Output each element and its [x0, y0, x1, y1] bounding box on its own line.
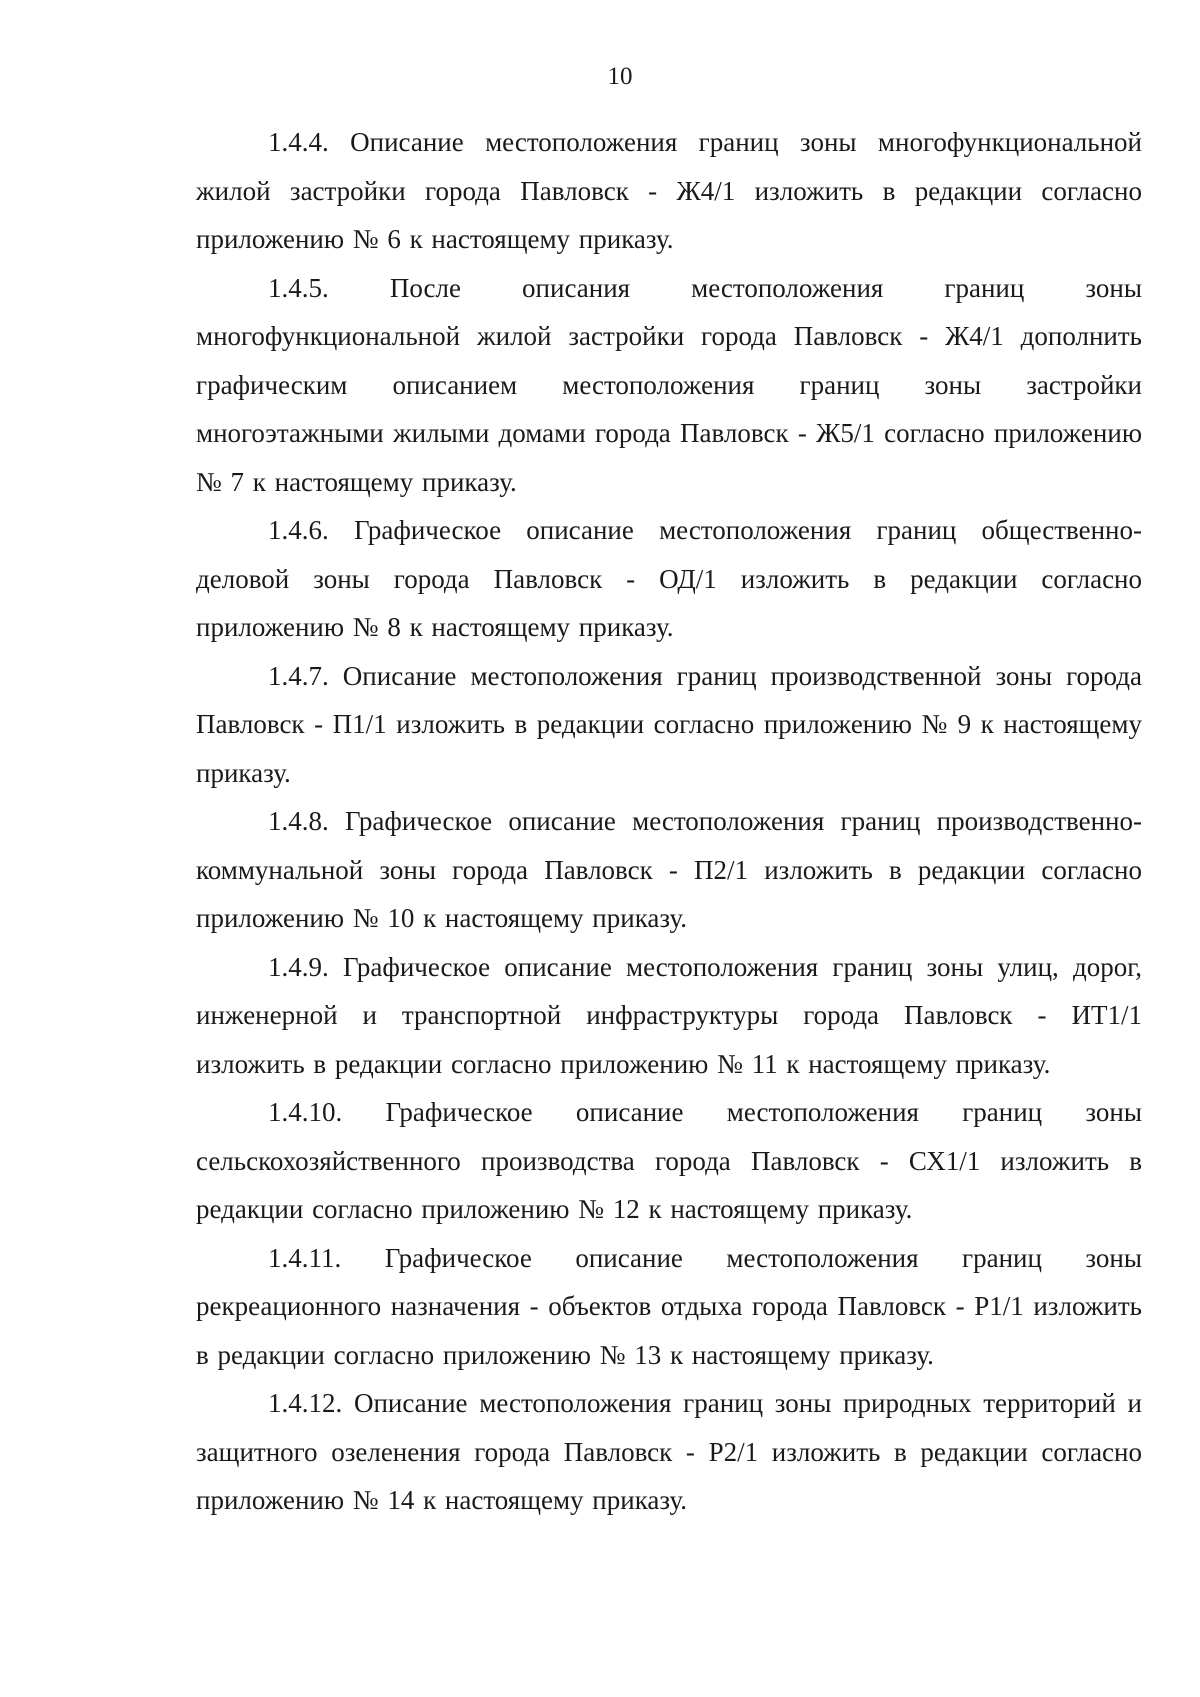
paragraph-1-4-8: 1.4.8. Графическое описание местоположения границ производственно-коммунальной зоны города Павловск - П2/1 изложить в редакции согласно приложению № 10 к настоящему приказу.: [196, 806, 1142, 933]
paragraph-1-4-7: 1.4.7. Описание местоположения границ производственной зоны города Павловск - П1/1 изложить в редакции согласно приложению № 9 к настоящему приказу.: [196, 660, 1142, 788]
paragraph-1-4-12: 1.4.12. Описание местоположения границ зоны природных территорий и защитного озеленения города Павловск - Р2/1 изложить в редакции согласно приложению № 14 к настоящему приказу.: [196, 1388, 1142, 1515]
paragraph-1-4-9: 1.4.9. Графическое описание местоположения границ зоны улиц, дорог, инженерной и транспортной инфраструктуры города Павловск - ИТ1/1 изложить в редакции согласно приложению № 11 к настоящему приказу.: [196, 951, 1142, 1079]
paragraph-1-4-5: 1.4.5. После описания местоположения границ зоны многофункциональной жилой застройки города Павловск - Ж4/1 дополнить графическим описанием местоположения границ зоны застройки многоэтажными жилыми домами города Павловск - Ж5/1 согласно приложению № 7 к настоящему приказу.: [196, 272, 1142, 497]
paragraph-1-4-11: 1.4.11. Графическое описание местоположения границ зоны рекреационного назначения - объектов отдыха города Павловск - Р1/1 изложить в редакции согласно приложению № 13 к настоящему приказу.: [196, 1242, 1142, 1370]
page-number: 10: [607, 63, 633, 90]
paragraph-1-4-4: 1.4.4. Описание местоположения границ зоны многофункциональной жилой застройки города Павловск - Ж4/1 изложить в редакции согласно приложению № 6 к настоящему приказу.: [196, 127, 1142, 254]
paragraph-1-4-10: 1.4.10. Графическое описание местоположения границ зоны сельскохозяйственного производства города Павловск - СХ1/1 изложить в редакции согласно приложению № 12 к настоящему приказу.: [196, 1097, 1142, 1224]
document-body: [196, 118, 1142, 1525]
paragraph-1-4-6: 1.4.6. Графическое описание местоположения границ общественно-деловой зоны города Павловск - ОД/1 изложить в редакции согласно приложению № 8 к настоящему приказу.: [196, 515, 1142, 642]
